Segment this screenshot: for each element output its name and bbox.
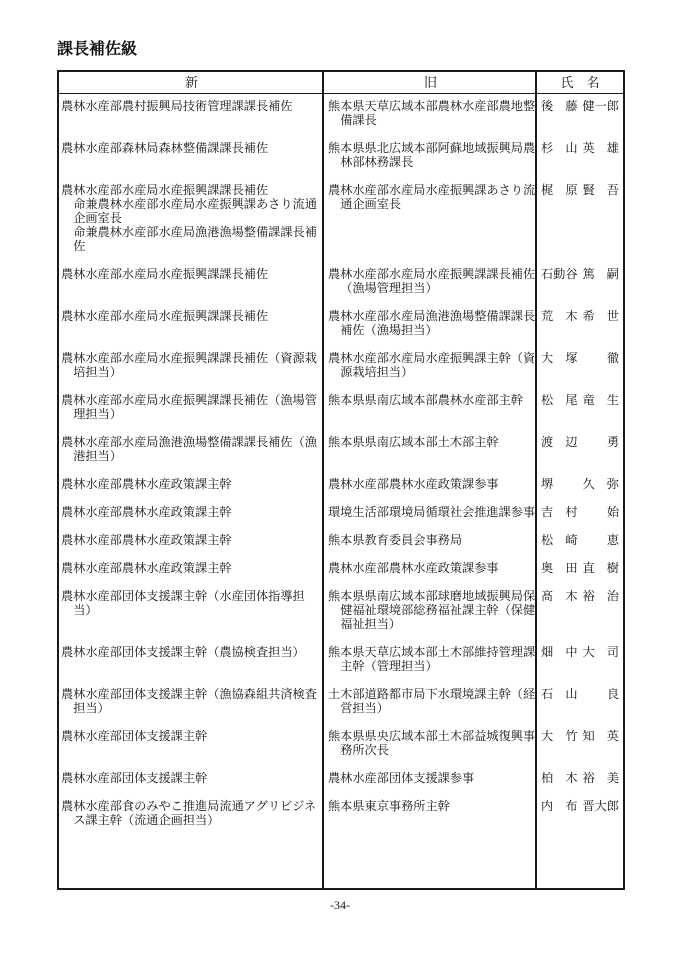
- cell-old-position: [324, 309, 537, 337]
- old-position-title: 土木部道路都市局下水環境課主幹（経営担当）: [328, 687, 536, 715]
- cell-new-position: [59, 687, 324, 715]
- column-divider-2: [535, 72, 537, 888]
- table-row: [59, 477, 623, 491]
- cell-new-position: [59, 435, 324, 463]
- table-body: [59, 94, 623, 827]
- person-name-part: 晋大郎: [582, 799, 619, 813]
- cell-person-name: [537, 435, 623, 463]
- cell-person-name: [537, 589, 623, 631]
- person-name-part: 良: [606, 687, 619, 701]
- table-row: [59, 99, 623, 127]
- new-position-title: 農林水産部農林水産政策課主幹: [61, 561, 232, 575]
- cell-old-position: [324, 99, 537, 127]
- new-position-title: 農林水産部団体支援課主幹（農協検査担当）: [61, 645, 305, 659]
- new-position-title: 農林水産部農林水産政策課主幹: [61, 505, 232, 519]
- old-position-title: 熊本県県南広域本部球磨地域振興局保健福祉環境部総務福祉課主幹（保健福祉担当）: [328, 589, 536, 631]
- person-name-part: 知 英: [582, 729, 619, 743]
- cell-old-position: [324, 533, 537, 547]
- person-name-part: 梶 原: [541, 183, 578, 197]
- column-divider-1: [322, 72, 324, 888]
- new-position-title: 農林水産部食のみやこ推進局流通アグリビジネス課主幹（流通企画担当）: [61, 799, 317, 827]
- cell-person-name: [537, 99, 623, 127]
- cell-new-position: [59, 351, 324, 379]
- table-row: [59, 183, 623, 253]
- cell-old-position: [324, 267, 537, 295]
- cell-old-position: [324, 351, 537, 379]
- new-position-concurrent-title: 命兼農林水産部水産局水産振興課あさり流通企画室長: [73, 197, 317, 225]
- person-name-part: 渡 辺: [541, 435, 578, 449]
- table-row: [59, 729, 623, 757]
- cell-old-position: [324, 141, 537, 169]
- personnel-table: [57, 70, 625, 890]
- person-name-part: 堺: [541, 477, 554, 491]
- table-row: [59, 533, 623, 547]
- person-name-part: 石動谷: [541, 267, 578, 281]
- cell-old-position: [324, 561, 537, 575]
- old-position-title: 農林水産部団体支援課参事: [328, 771, 475, 785]
- new-position-title: 農林水産部水産局水産振興課課長補佐: [61, 183, 269, 197]
- cell-old-position: [324, 505, 537, 519]
- cell-person-name: [537, 771, 623, 785]
- cell-new-position: [59, 99, 324, 127]
- table-header-row: [59, 72, 623, 94]
- new-position-title: 農林水産部団体支援課主幹: [61, 771, 208, 785]
- cell-old-position: [324, 393, 537, 421]
- cell-new-position: [59, 141, 324, 169]
- new-position-title: 農林水産部水産局水産振興課課長補佐（漁場管理担当）: [61, 393, 317, 421]
- new-position-title: 農林水産部水産局漁港漁場整備課課長補佐（漁港担当）: [61, 435, 317, 463]
- cell-person-name: [537, 505, 623, 519]
- cell-new-position: [59, 771, 324, 785]
- table-row: [59, 771, 623, 785]
- person-name-part: 裕 治: [582, 589, 619, 603]
- column-header-new: 新: [184, 75, 198, 90]
- person-name-part: 杉 山: [541, 141, 578, 155]
- person-name-part: 大 司: [582, 645, 619, 659]
- new-position-title: 農林水産部森林局森林整備課課長補佐: [61, 141, 269, 155]
- cell-new-position: [59, 393, 324, 421]
- person-name-part: 篤 嗣: [582, 267, 619, 281]
- cell-person-name: [537, 309, 623, 337]
- new-position-title: 農林水産部団体支援課主幹（水産団体指導担当）: [61, 589, 305, 617]
- table-row: [59, 505, 623, 519]
- old-position-title: 熊本県東京事務所主幹: [328, 799, 450, 813]
- cell-person-name: [537, 533, 623, 547]
- new-position-title: 農林水産部水産局水産振興課課長補佐: [61, 309, 269, 323]
- person-name-part: 内 布: [541, 799, 578, 813]
- table-row: [59, 393, 623, 421]
- page-title: 課長補佐級: [57, 41, 138, 58]
- cell-person-name: [537, 351, 623, 379]
- old-position-title: 農林水産部農林水産政策課参事: [328, 477, 499, 491]
- old-position-title: 熊本県天草広域本部農林水産部農地整備課長: [328, 99, 536, 127]
- new-position-title: 農林水産部農林水産政策課主幹: [61, 477, 232, 491]
- person-name-part: 荒 木: [541, 309, 578, 323]
- cell-new-position: [59, 533, 324, 547]
- cell-old-position: [324, 477, 537, 491]
- cell-new-position: [59, 267, 324, 295]
- column-header-name: 氏 名: [560, 75, 600, 90]
- person-name-part: 石 山: [541, 687, 578, 701]
- cell-person-name: [537, 267, 623, 295]
- cell-old-position: [324, 589, 537, 631]
- table-row: [59, 799, 623, 827]
- person-name-part: 健一郎: [582, 99, 619, 113]
- cell-person-name: [537, 393, 623, 421]
- old-position-title: 熊本県県南広域本部土木部主幹: [328, 435, 499, 449]
- new-position-title: 農林水産部団体支援課主幹（漁協森組共済検査担当）: [61, 687, 317, 715]
- person-name-part: 直 樹: [582, 561, 619, 575]
- cell-person-name: [537, 141, 623, 169]
- old-position-title: 熊本県天草広域本部土木部維持管理課主幹（管理担当）: [328, 645, 536, 673]
- cell-old-position: [324, 687, 537, 715]
- cell-person-name: [537, 799, 623, 827]
- cell-old-position: [324, 645, 537, 673]
- person-name-part: 髙 木: [541, 589, 578, 603]
- cell-person-name: [537, 687, 623, 715]
- cell-new-position: [59, 729, 324, 757]
- person-name-part: 畑 中: [541, 645, 578, 659]
- person-name-part: 大 竹: [541, 729, 578, 743]
- person-name-part: 松 崎: [541, 533, 578, 547]
- person-name-part: 大 塚: [541, 351, 578, 365]
- person-name-part: 始: [606, 505, 619, 519]
- new-position-title: 農林水産部農林水産政策課主幹: [61, 533, 232, 547]
- person-name-part: 竜 生: [582, 393, 619, 407]
- cell-person-name: [537, 183, 623, 253]
- cell-new-position: [59, 505, 324, 519]
- old-position-title: 農林水産部農林水産政策課参事: [328, 561, 499, 575]
- new-position-title: 農林水産部団体支援課主幹: [61, 729, 208, 743]
- cell-new-position: [59, 645, 324, 673]
- person-name-part: 恵: [606, 533, 619, 547]
- person-name-part: 松 尾: [541, 393, 578, 407]
- cell-old-position: [324, 729, 537, 757]
- old-position-title: 熊本県県央広域本部土木部益城復興事務所次長: [328, 729, 536, 757]
- table-row: [59, 141, 623, 169]
- table-row: [59, 687, 623, 715]
- person-name-part: 英 雄: [582, 141, 619, 155]
- new-position-title: 農林水産部水産局水産振興課課長補佐（資源栽培担当）: [61, 351, 317, 379]
- cell-new-position: [59, 309, 324, 337]
- table-row: [59, 351, 623, 379]
- cell-person-name: [537, 561, 623, 575]
- table-row: [59, 645, 623, 673]
- person-name-part: 徹: [606, 351, 619, 365]
- page-number: -34-: [330, 898, 350, 912]
- cell-old-position: [324, 799, 537, 827]
- person-name-part: 吉 村: [541, 505, 578, 519]
- table-row: [59, 435, 623, 463]
- person-name-part: 賢 吾: [582, 183, 619, 197]
- person-name-part: 勇: [606, 435, 619, 449]
- old-position-title: 農林水産部水産局水産振興課あさり流通企画室長: [328, 183, 536, 211]
- person-name-part: 後 藤: [541, 99, 578, 113]
- person-name-part: 久 弥: [582, 477, 619, 491]
- cell-new-position: [59, 799, 324, 827]
- old-position-title: 環境生活部環境局循環社会推進課参事: [328, 505, 536, 519]
- old-position-title: 熊本県教育委員会事務局: [328, 533, 463, 547]
- column-header-old: 旧: [423, 75, 437, 90]
- cell-old-position: [324, 771, 537, 785]
- person-name-part: 裕 美: [582, 771, 619, 785]
- cell-old-position: [324, 435, 537, 463]
- person-name-part: 奥 田: [541, 561, 578, 575]
- old-position-title: 熊本県県南広域本部農林水産部主幹: [328, 393, 523, 407]
- cell-new-position: [59, 589, 324, 631]
- new-position-concurrent-title: 命兼農林水産部水産局漁港漁場整備課課長補佐: [73, 225, 317, 253]
- new-position-title: 農林水産部農村振興局技術管理課課長補佐: [61, 99, 293, 113]
- old-position-title: 熊本県県北広域本部阿蘇地域振興局農林部林務課長: [328, 141, 536, 169]
- person-name-part: 柏 木: [541, 771, 578, 785]
- cell-person-name: [537, 645, 623, 673]
- old-position-title: 農林水産部水産局水産振興課課長補佐（漁場管理担当）: [328, 267, 536, 295]
- old-position-title: 農林水産部水産局漁港漁場整備課課長補佐（漁場担当）: [328, 309, 536, 337]
- cell-new-position: [59, 477, 324, 491]
- person-name-part: 希 世: [582, 309, 619, 323]
- cell-person-name: [537, 477, 623, 491]
- table-row: [59, 309, 623, 337]
- cell-old-position: [324, 183, 537, 253]
- cell-new-position: [59, 183, 324, 253]
- old-position-title: 農林水産部水産局水産振興課主幹（資源栽培担当）: [328, 351, 536, 379]
- table-row: [59, 561, 623, 575]
- table-row: [59, 267, 623, 295]
- cell-new-position: [59, 561, 324, 575]
- cell-person-name: [537, 729, 623, 757]
- new-position-title: 農林水産部水産局水産振興課課長補佐: [61, 267, 269, 281]
- table-row: [59, 589, 623, 631]
